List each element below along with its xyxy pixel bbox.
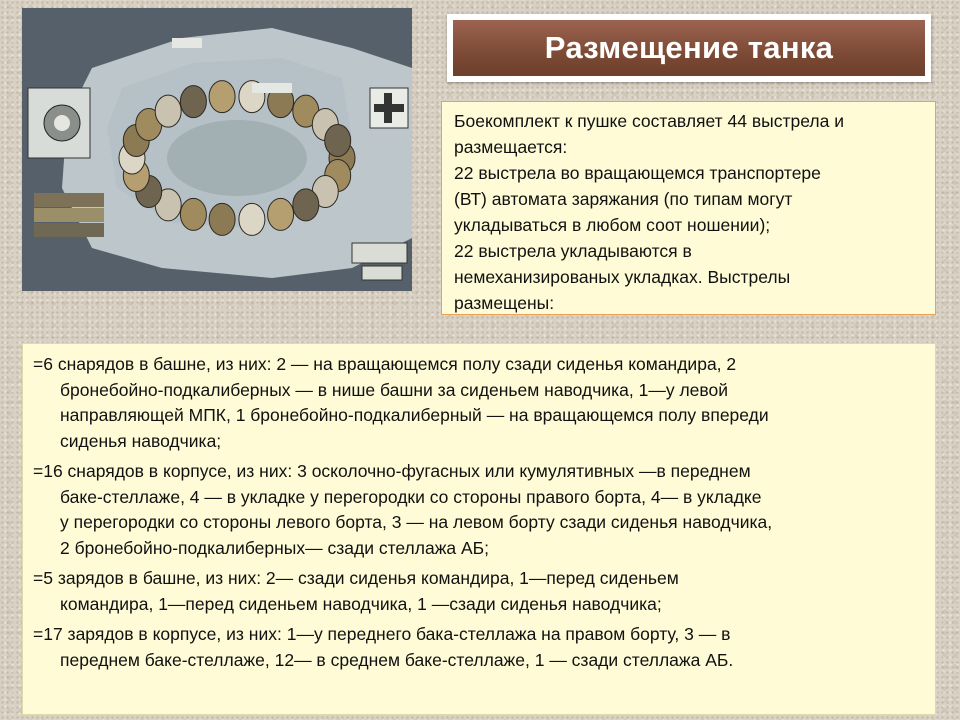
- ammo-round-drawing: [209, 81, 235, 113]
- paragraph-line: =16 снарядов в корпусе, из них: 3 осколочно-фугасных или кумулятивных —в переднем: [33, 461, 751, 481]
- ammo-round-drawing: [209, 203, 235, 235]
- ammo-round-drawing: [325, 125, 351, 157]
- paragraph-line: баке-стеллаже, 4 — в укладке у перегородки со стороны правого борта, 4— в укладке: [60, 486, 762, 507]
- carousel-center-drawing: [167, 120, 307, 196]
- ammo-stowage-diagram-photo: [22, 8, 412, 291]
- paragraph-line: бронебойно-подкалиберных — в нише башни за сиденьем наводчика, 1—у левой: [60, 379, 729, 400]
- title-frame: [447, 14, 931, 82]
- ammo-round-drawing: [293, 189, 319, 221]
- paragraph-line: 2 бронебойно-подкалиберных— сзади стеллажа АБ;: [60, 537, 490, 558]
- intro-line: размещается:: [454, 137, 568, 157]
- shells-turret-paragraph: [33, 352, 927, 454]
- intro-line: Боекомплект к пушке составляет 44 выстрела и: [454, 111, 844, 131]
- paragraph-line: командира, 1—перед сиденьем наводчика, 1 —сзади сиденья наводчика;: [60, 593, 662, 614]
- charges-turret-paragraph: [33, 566, 927, 617]
- intro-line: 22 выстрела укладываются в: [454, 241, 692, 261]
- paragraph-line: у перегородки со стороны левого борта, 3 — на левом борту сзади сиденья наводчика,: [60, 512, 773, 532]
- intro-line: немеханизированых укладках. Выстрелы: [454, 267, 791, 287]
- details-text-box: [22, 343, 936, 715]
- ammo-round-drawing: [239, 203, 265, 235]
- title-banner: [453, 20, 925, 76]
- intro-line: укладываться в любом соот ношении);: [454, 215, 771, 235]
- paragraph-line: направляющей МПК, 1 бронебойно-подкалиберный — на вращающемся полу впереди: [60, 405, 769, 425]
- paragraph-line: сиденья наводчика;: [60, 430, 222, 451]
- paragraph-line: =5 зарядов в башне, из них: 2— сзади сиденья командира, 1—перед сиденьем: [33, 568, 679, 588]
- ammo-round-drawing: [180, 86, 206, 118]
- paragraph-line: =17 зарядов в корпусе, из них: 1—у переднего бака-стеллажа на правом борту, 3 — в: [33, 624, 731, 644]
- intro-text-box: [441, 101, 936, 315]
- paragraph-line: переднем баке-стеллаже, 12— в среднем баке-стеллаже, 1 — сзади стеллажа АБ.: [60, 649, 734, 670]
- paragraph-line: =6 снарядов в башне, из них: 2 — на вращающемся полу сзади сиденья командира, 2: [33, 354, 737, 374]
- charges-hull-paragraph: [33, 622, 927, 673]
- shells-hull-paragraph: [33, 459, 927, 561]
- intro-line: размещены:: [454, 293, 555, 313]
- ammo-round-drawing: [155, 95, 181, 127]
- ammo-round-drawing: [180, 198, 206, 230]
- intro-line: 22 выстрела во вращающемся транспортере: [454, 163, 821, 183]
- tank-ammo-diagram-illustration: [22, 8, 412, 291]
- ammo-round-drawing: [268, 198, 294, 230]
- intro-line: (ВТ) автомата заряжания (по типам могут: [454, 189, 793, 209]
- page-title: Размещение танка: [544, 30, 834, 65]
